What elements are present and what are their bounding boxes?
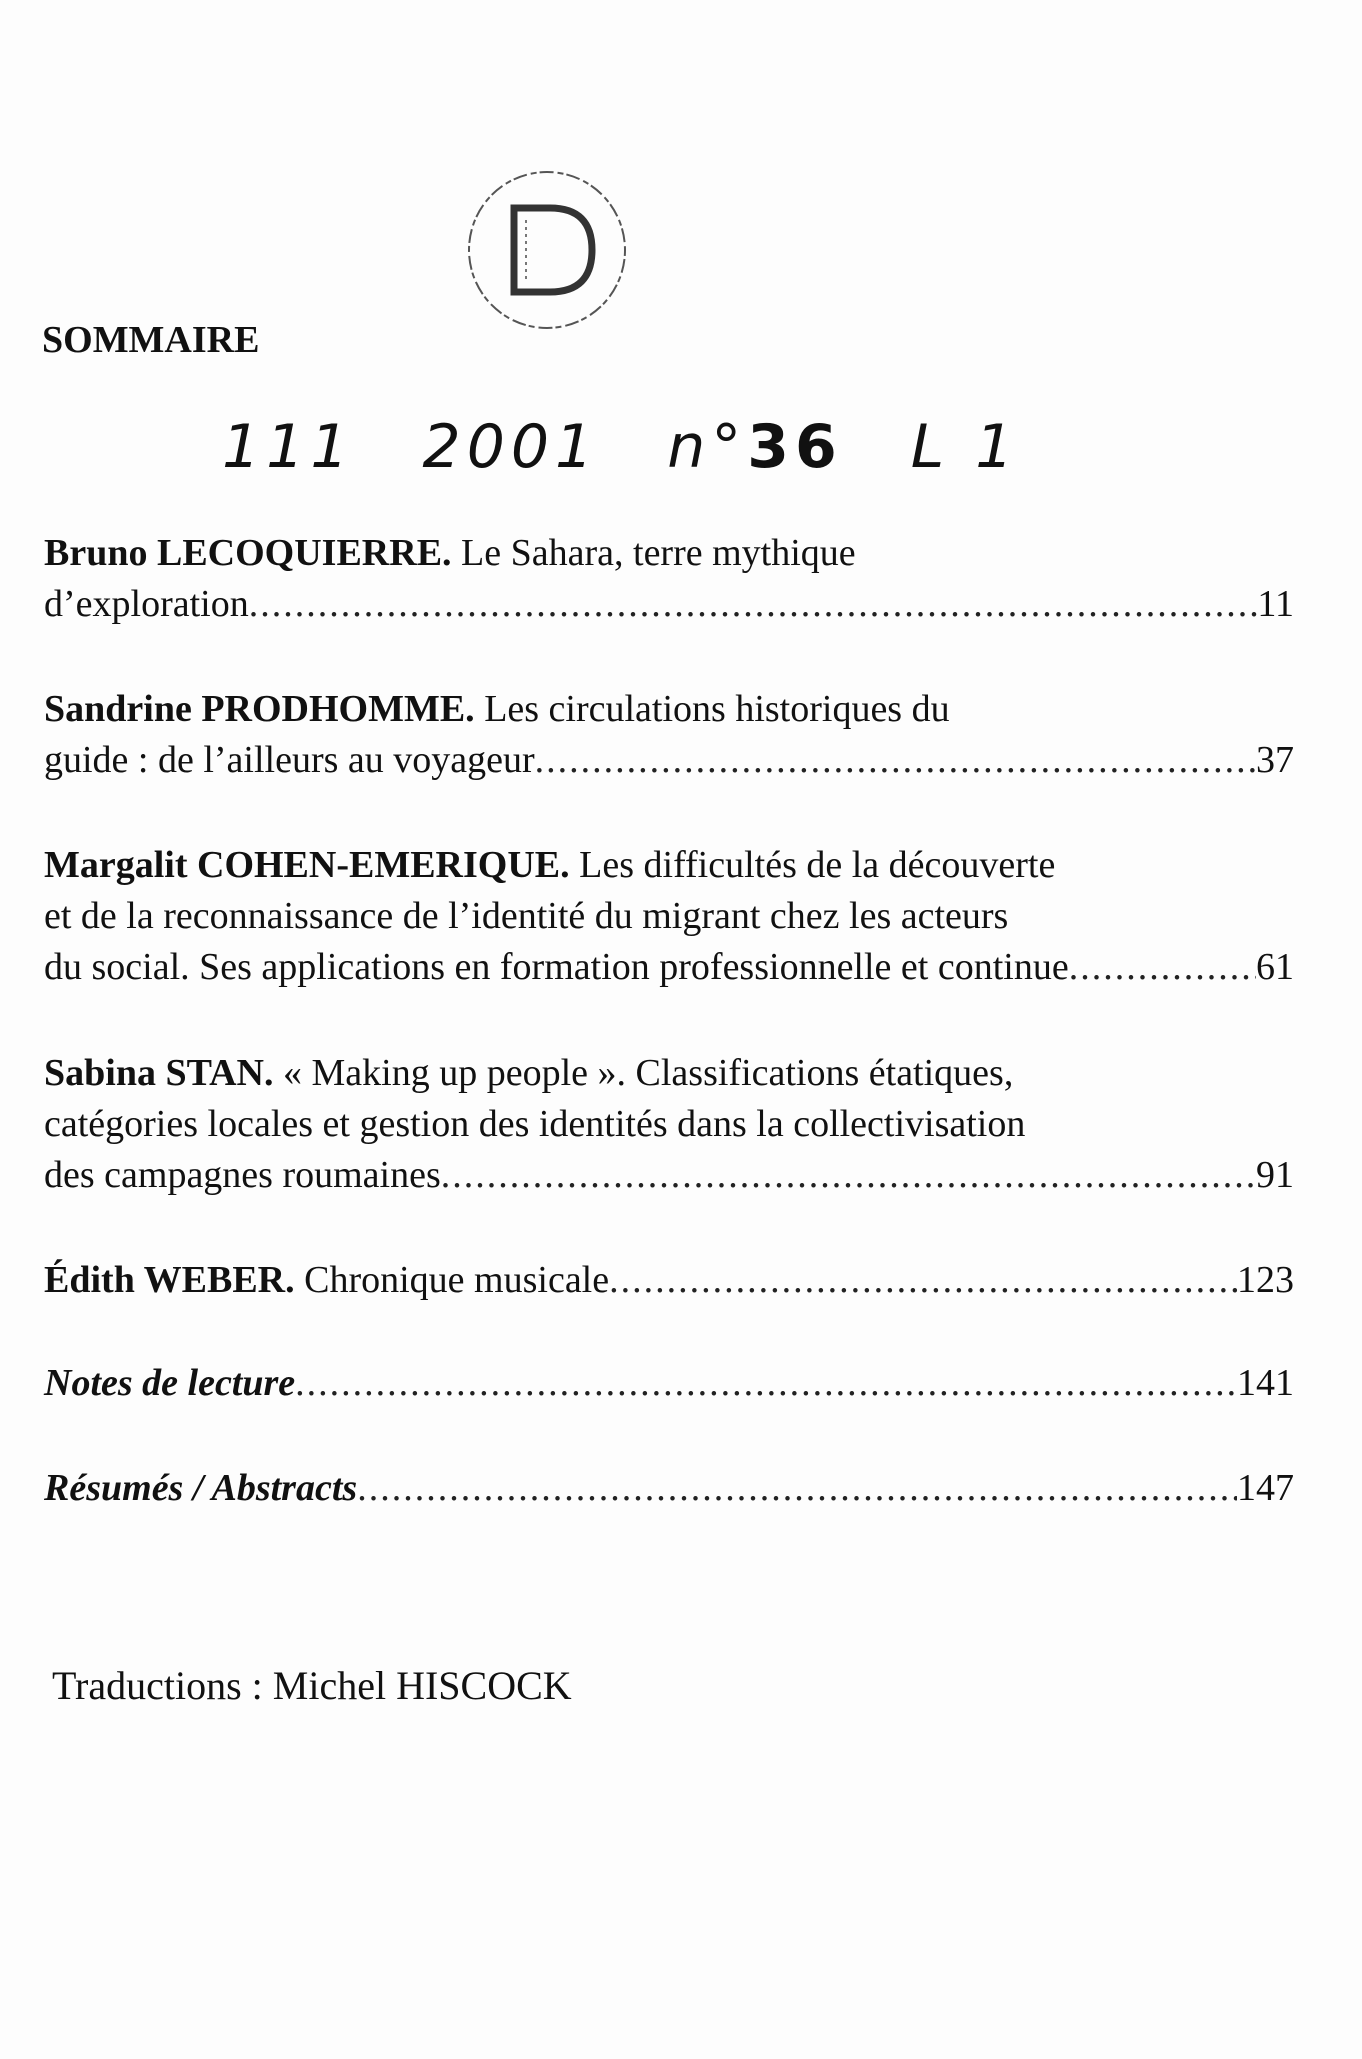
toc-title-text: du social. Ses applications en formation professionnelle et continue — [44, 946, 1069, 988]
toc-author: Bruno LECOQUIERRE. — [44, 532, 452, 574]
toc-title-text: et de la reconnaissance de l’identité du migrant chez les acteurs — [44, 895, 1009, 937]
toc-page-number: 123 — [1237, 1259, 1294, 1301]
toc-page-number: 11 — [1257, 583, 1294, 625]
toc-line — [44, 1463, 1294, 1514]
dot-leader — [441, 1150, 1256, 1201]
toc-author: Sandrine PRODHOMME. — [44, 688, 475, 730]
toc-line — [44, 579, 1294, 630]
toc-page-number: 147 — [1237, 1467, 1294, 1509]
toc-entry[interactable] — [44, 528, 1294, 630]
dot-leader — [357, 1463, 1237, 1514]
toc-line — [44, 1358, 1294, 1409]
dot-leader — [609, 1255, 1237, 1306]
dot-leader — [249, 579, 1258, 630]
handwritten-number-prefix: n° — [667, 412, 748, 482]
dot-leader — [295, 1358, 1237, 1409]
toc-line — [44, 840, 1294, 891]
toc-line — [44, 1099, 1294, 1150]
toc-page-number: 61 — [1256, 946, 1294, 988]
handwritten-year: 2001 — [422, 412, 600, 482]
toc-line — [44, 1255, 1294, 1306]
dot-leader — [1069, 942, 1256, 993]
handwritten-number: 111 — [222, 412, 355, 482]
toc-line — [44, 735, 1294, 786]
toc-entry[interactable] — [44, 840, 1294, 993]
toc-title-text: Les difficultés de la découverte — [579, 844, 1056, 886]
toc-entry[interactable] — [44, 1358, 1294, 1409]
dot-leader — [535, 735, 1256, 786]
toc-author: Édith WEBER. — [44, 1259, 295, 1301]
toc-title-text: catégories locales et gestion des identités dans la collectivisation — [44, 1103, 1026, 1145]
toc-page-number: 141 — [1237, 1362, 1294, 1404]
toc-title-text: Le Sahara, terre mythique — [461, 532, 856, 574]
handwritten-ref: L 1 — [910, 412, 1020, 482]
handwritten-note — [222, 412, 1087, 482]
toc-title-text: d’exploration — [44, 583, 249, 625]
toc-page-number: 91 — [1256, 1154, 1294, 1196]
toc-title-text: guide : de l’ailleurs au voyageur — [44, 739, 535, 781]
toc-title-text: des campagnes roumaines — [44, 1154, 441, 1196]
toc-title-text: Les circulations historiques du — [484, 688, 950, 730]
toc-entry[interactable] — [44, 1463, 1294, 1514]
toc-title-text: Chronique musicale — [304, 1259, 610, 1301]
toc-line — [44, 942, 1294, 993]
toc-entry[interactable] — [44, 1048, 1294, 1201]
library-stamp-icon — [452, 160, 642, 340]
toc-section-title: Résumés / Abstracts — [44, 1467, 358, 1509]
toc-entry[interactable] — [44, 1255, 1294, 1306]
toc-title-text: « Making up people ». Classifications étatiques, — [283, 1052, 1014, 1094]
toc-line — [44, 891, 1294, 942]
handwritten-issue: 36 — [747, 412, 843, 482]
toc-entry[interactable] — [44, 684, 1294, 786]
toc-line — [44, 1150, 1294, 1201]
toc-author: Margalit COHEN-EMERIQUE. — [44, 844, 570, 886]
page-title: SOMMAIRE — [42, 319, 260, 361]
toc-line — [44, 528, 1294, 579]
toc-line — [44, 684, 1294, 735]
toc-section-title: Notes de lecture — [44, 1362, 296, 1404]
translation-credits: Traductions : Michel HISCOCK — [52, 1663, 572, 1708]
toc-page-number: 37 — [1256, 739, 1294, 781]
toc-line — [44, 1048, 1294, 1099]
toc-line-text — [44, 1255, 609, 1306]
toc-author: Sabina STAN. — [44, 1052, 274, 1094]
